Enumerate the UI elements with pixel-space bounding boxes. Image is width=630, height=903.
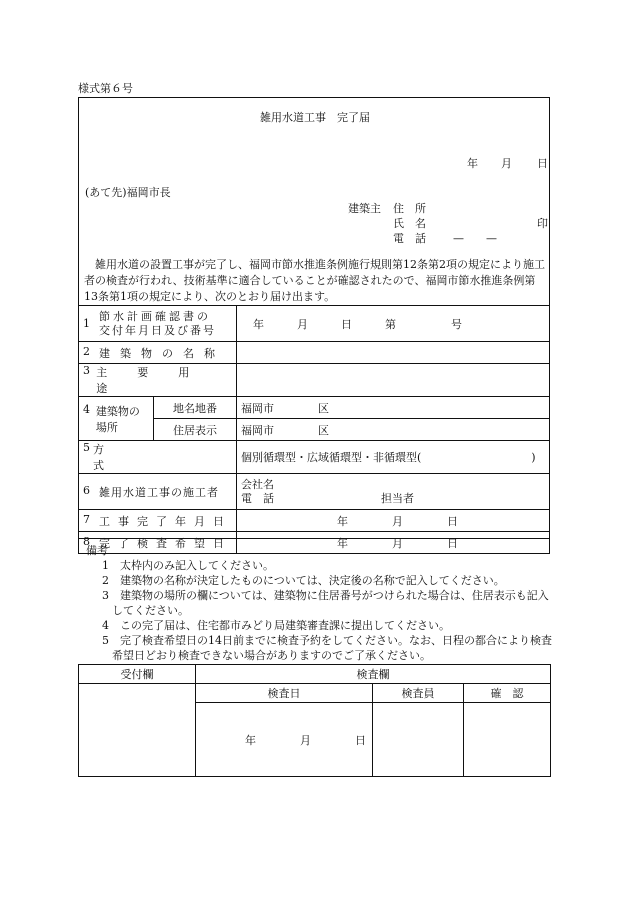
note-item-1: 1 太枠内のみ記入してください。 <box>102 559 274 572</box>
contractor-phone-label: 電 話 <box>241 491 274 505</box>
row4-number: 4 <box>83 402 90 416</box>
residential-address-field[interactable] <box>237 419 550 441</box>
inspector-header: 検査員 <box>373 684 464 703</box>
address-label: 住 所 <box>393 202 426 215</box>
table-row <box>79 397 550 419</box>
contractor-field[interactable] <box>237 474 550 510</box>
row8-number: 8 <box>83 534 90 548</box>
row2-number: 2 <box>83 344 90 358</box>
inspector-field[interactable] <box>373 703 464 777</box>
row5-label-cell <box>79 441 237 474</box>
notes-section <box>86 543 556 663</box>
row1-number: 1 <box>83 317 90 330</box>
table-row <box>79 306 550 342</box>
confirm-header: 確 認 <box>464 684 551 703</box>
table-row <box>79 665 551 684</box>
note-item-4: 4 この完了届は、住宅都市みどり局建築審査課に提出してください。 <box>102 619 450 632</box>
table-row <box>79 510 550 532</box>
row1-label-line1: 節水計画確認書の <box>99 309 211 323</box>
row5-label: 方式 <box>93 443 205 472</box>
row6-label: 雑用水道工事の施工者 <box>99 485 219 499</box>
table-row <box>79 474 550 510</box>
company-label: 会社名 <box>241 477 274 491</box>
office-use-table <box>78 664 551 777</box>
row8-value: 年 月 日 <box>337 536 458 550</box>
phone-dashes: — — <box>453 232 497 245</box>
phone-label: 電 話 <box>393 232 426 245</box>
row4-label-cell <box>79 397 154 441</box>
seal-mark: 印 <box>537 217 548 230</box>
permit-date-number-field[interactable] <box>237 306 550 342</box>
row7-value: 年 月 日 <box>337 514 458 528</box>
note-item-5: 5 完了検査希望日の14日前までに検査予約をしてください。なお、日程の都合により検査希望日どおり検査できない場合がありますのでご了承ください。 <box>102 634 552 662</box>
system-type-field[interactable] <box>237 441 550 474</box>
row4-sub2-label: 住居表示 <box>154 419 237 441</box>
note-item-2: 2 建築物の名称が決定したものについては、決定後の名称で記入してください。 <box>102 574 505 587</box>
row4-sub2-value: 福岡市 区 <box>241 423 329 437</box>
main-use-field[interactable] <box>237 364 550 397</box>
lot-number-field[interactable] <box>237 397 550 419</box>
row7-number: 7 <box>83 512 90 526</box>
reception-header: 受付欄 <box>79 665 196 684</box>
row2-label: 建築物の名称 <box>99 346 225 360</box>
date-day: 日 <box>537 157 548 170</box>
row3-number: 3 <box>83 364 90 377</box>
declaration-text: 雑用水道の設置工事が完了し、福岡市節水推進条例施行規則第12条第2項の規定により施工者の検査が行われ、技術基準に適合していることが確認されたので、福岡市節水推進条例第13条第1項の規定により、次のとおり届け出ます。 <box>84 258 545 303</box>
row6-label-cell <box>79 474 237 510</box>
row7-label: 工事完了年月日 <box>99 514 232 528</box>
applicant-label: 建築主 <box>348 202 381 215</box>
table-row <box>79 364 550 397</box>
inspection-date-header: 検査日 <box>196 684 373 703</box>
row2-label-cell <box>79 342 237 364</box>
form-frame <box>78 97 550 550</box>
form-table <box>78 305 550 554</box>
row3-label-cell <box>79 364 237 397</box>
name-label: 氏 名 <box>393 217 426 230</box>
row1-label-line2: 交付年月日及び番号 <box>99 323 216 337</box>
row6-number: 6 <box>83 483 90 497</box>
row4-sub1-label: 地名地番 <box>154 397 237 419</box>
table-row <box>79 342 550 364</box>
notes-heading: 備考 <box>86 544 108 557</box>
confirm-field[interactable] <box>464 703 551 777</box>
table-row <box>79 441 550 474</box>
table-row <box>79 684 551 703</box>
date-year: 年 <box>467 157 478 170</box>
row5-value: 個別循環型・広域循環型・非循環型( ) <box>241 451 536 464</box>
completion-date-field[interactable] <box>237 510 550 532</box>
inspection-date-field[interactable] <box>196 703 373 777</box>
date-month: 月 <box>501 157 512 170</box>
row7-label-cell <box>79 510 237 532</box>
row1-value: 年 月 日 第 号 <box>253 317 462 331</box>
reception-stamp-area[interactable] <box>79 684 196 777</box>
form-title: 雑用水道工事 完了届 <box>260 111 370 124</box>
row8-label: 完了検査希望日 <box>99 536 232 550</box>
row4-label: 建築物の場所 <box>95 404 140 434</box>
building-name-field[interactable] <box>237 342 550 364</box>
row4-sub1-value: 福岡市 区 <box>241 401 329 415</box>
note-item-3: 3 建築物の場所の欄については、建築物に住居番号がつけられた場合は、住居表示も記入してください。 <box>102 589 549 617</box>
row3-label: 主要用途 <box>96 366 220 395</box>
form-number: 様式第６号 <box>78 82 133 95</box>
inspection-date-value: 年 月 日 <box>245 733 366 747</box>
person-in-charge-label: 担当者 <box>381 491 414 505</box>
row5-number: 5 <box>83 441 90 454</box>
row1-label-cell <box>79 306 237 342</box>
inspection-header: 検査欄 <box>196 665 551 684</box>
addressee: (あて先)福岡市長 <box>85 186 171 199</box>
